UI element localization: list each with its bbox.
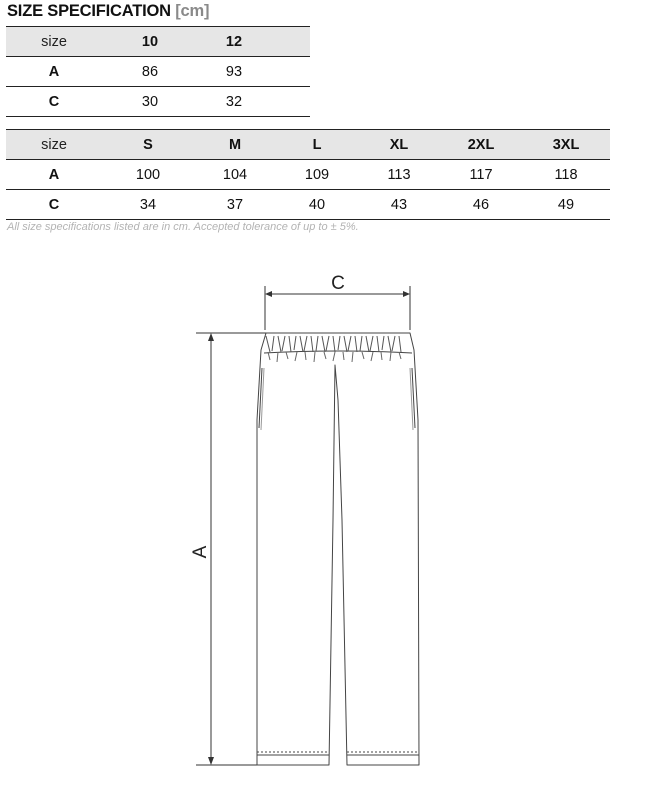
header-cell: size [6, 27, 102, 57]
table-cell: 104 [194, 160, 276, 190]
table-cell: 37 [194, 190, 276, 220]
row-label: C [6, 87, 102, 117]
table-cell: 113 [358, 160, 440, 190]
table-cell: 46 [440, 190, 522, 220]
header-cell: 10 [102, 27, 198, 57]
table-cell: 93 [198, 57, 270, 87]
header-cell: 3XL [522, 130, 610, 160]
table-cell: 30 [102, 87, 198, 117]
header-cell: S [102, 130, 194, 160]
arrowhead [403, 291, 410, 297]
table-cell: 100 [102, 160, 194, 190]
table-cell: 86 [102, 57, 198, 87]
arrowhead [208, 757, 214, 765]
header-cell: L [276, 130, 358, 160]
title-unit: [cm] [175, 2, 210, 20]
table-cell: 40 [276, 190, 358, 220]
table-cell: 34 [102, 190, 194, 220]
pants-outline [257, 333, 419, 765]
arrowhead [265, 291, 272, 297]
table-cell: 32 [198, 87, 270, 117]
table-cell: 118 [522, 160, 610, 190]
table-cell: 43 [358, 190, 440, 220]
table-cell: 49 [522, 190, 610, 220]
row-label: A [6, 57, 102, 87]
waistband-ruffle-lower [268, 352, 401, 362]
row-label: A [6, 160, 102, 190]
title-main: SIZE SPECIFICATION [7, 2, 171, 20]
tolerance-note: All size specifications listed are in cm. Accepted tolerance of up to ± 5%. [7, 221, 359, 233]
header-cell: XL [358, 130, 440, 160]
table-cell: 109 [276, 160, 358, 190]
row-label: C [6, 190, 102, 220]
header-cell: 2XL [440, 130, 522, 160]
header-cell: 12 [198, 27, 270, 57]
waistband-ruffle [266, 336, 401, 352]
header-cell: size [6, 130, 102, 160]
header-cell: M [194, 130, 276, 160]
table-cell: 117 [440, 160, 522, 190]
dimension-c-label: C [331, 273, 345, 294]
dimension-a-label: A [190, 545, 211, 559]
arrowhead [208, 333, 214, 341]
